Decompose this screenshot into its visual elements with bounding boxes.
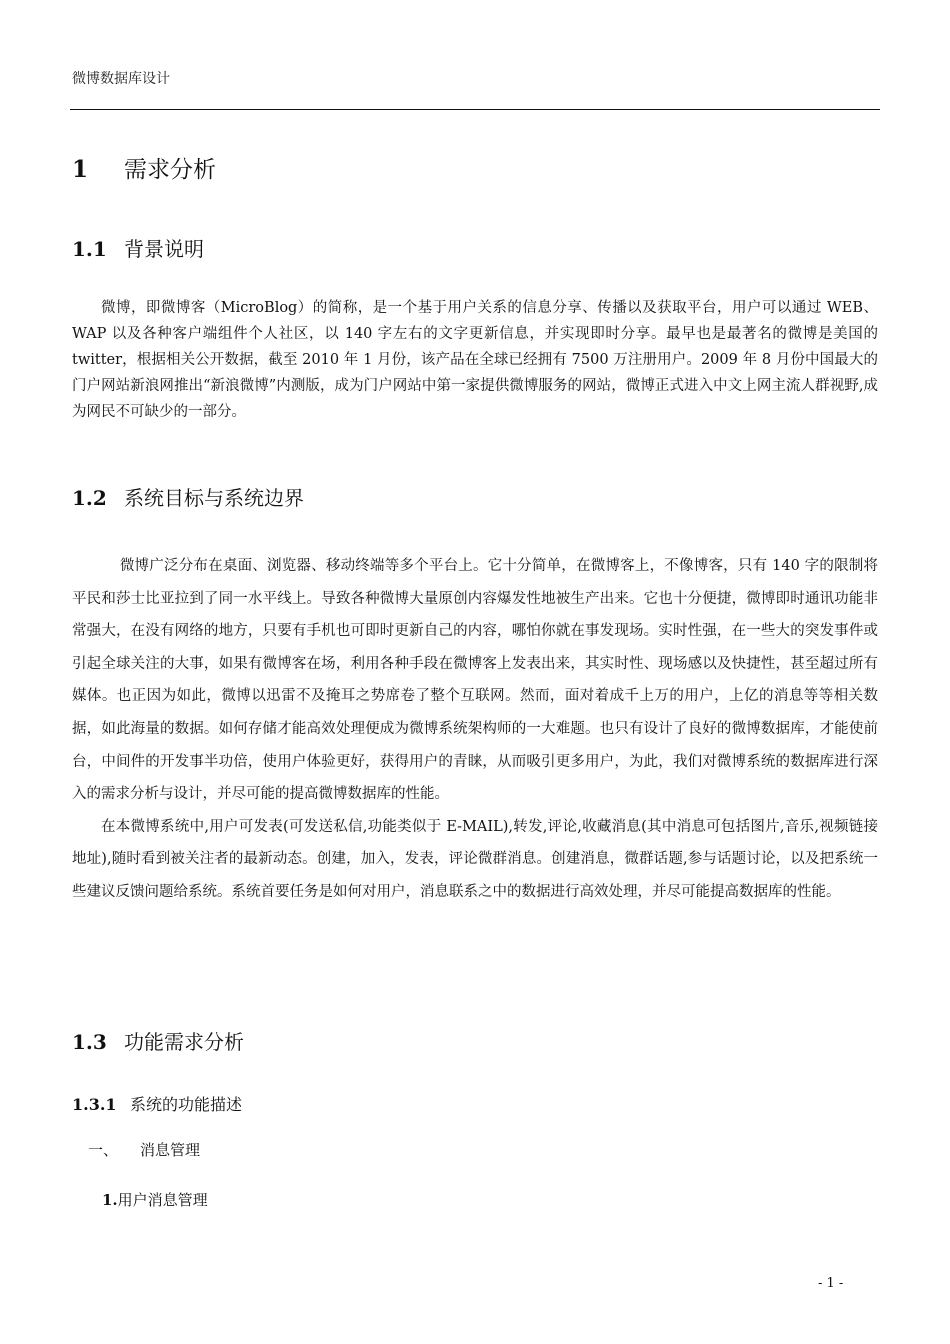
section-1-3-1-heading: [72, 1093, 242, 1117]
paragraph-text: 在本微博系统中,用户可发表(可发送私信,功能类似于 E-MAIL),转发,评论,收藏消息(其中消息可包括图片,音乐,视频链接地址),随时看到被关注者的最新动态。创建，加入，发表，评论微群消息。创建消息，微群话题,参与话题讨论，以及把系统一些建议反馈问题给系统。系统首要任务是如何对用户，消息联系之中的数据进行高效处理，并尽可能提高数据库的性能。: [72, 818, 878, 900]
system-goals-paragraphs: [72, 550, 878, 909]
page-number: - 1 -: [818, 1276, 844, 1291]
section-number: 1.2: [72, 486, 107, 510]
section-1-1-heading: [72, 235, 204, 263]
section-1-2-heading: [72, 484, 304, 512]
section-title: 系统的功能描述: [130, 1095, 243, 1114]
section-1-3-heading: [72, 1028, 244, 1056]
section-title: 需求分析: [124, 157, 216, 183]
list-label: 消息管理: [140, 1141, 201, 1159]
paragraph-text: 微博，即微博客（MicroBlog）的简称，是一个基于用户关系的信息分享、传播以及获取平台，用户可以通过 WEB、WAP 以及各种客户端组件个人社区，以 140 字左右的文字更新信息，并实现即时分享。最早也是最著名的微博是美国的 twitter，根据相关公开数据，截至 2010 年 1 月份，该产品在全球已经拥有 7500 万注册用户。2009 年 8 月份中国最大的门户网站新浪网推出“新浪微博”内测版，成为门户网站中第一家提供微博服务的网站，微博正式进入中文上网主流人群视野,成为网民不可缺少的一部分。: [72, 300, 878, 420]
section-number: 1.1: [72, 237, 107, 261]
sub-list-item: [102, 1189, 208, 1211]
section-title: 功能需求分析: [124, 1030, 244, 1054]
header-divider: [70, 109, 880, 110]
sub-list-number: 1.: [102, 1191, 118, 1209]
sub-list-label: 用户消息管理: [117, 1191, 208, 1209]
running-header: 微博数据库设计: [72, 71, 170, 87]
background-paragraph: [72, 295, 878, 425]
list-item: [88, 1139, 200, 1161]
section-number: 1.3.1: [72, 1095, 117, 1114]
paragraph-text: 微博广泛分布在桌面、浏览器、移动终端等多个平台上。它十分简单，在微博客上，不像博客，只有 140 字的限制将平民和莎士比亚拉到了同一水平线上。导致各种微博大量原创内容爆发性地被生产出来。它也十分便捷，微博即时通讯功能非常强大，在没有网络的地方，只要有手机也可即时更新自己的内容，哪怕你就在事发现场。实时性强，在一些大的突发事件或引起全球关注的大事，如果有微博客在场，利用各种手段在微博客上发表出来，其实时性、现场感以及快捷性，甚至超过所有媒体。也正因为如此，微博以迅雷不及掩耳之势席卷了整个互联网。然而，面对着成千上万的用户，上亿的消息等等相关数据，如此海量的数据。如何存储才能高效处理便成为微博系统架构师的一大难题。也只有设计了良好的微博数据库，才能使前台，中间件的开发事半功倍，使用户体验更好，获得用户的青睐，从而吸引更多用户，为此，我们对微博系统的数据库进行深入的需求分析与设计，并尽可能的提高微博数据库的性能。: [72, 558, 878, 803]
section-title: 背景说明: [124, 237, 204, 261]
section-number: 1: [72, 156, 89, 183]
list-marker: 一、: [88, 1141, 119, 1159]
section-title: 系统目标与系统边界: [124, 486, 304, 510]
section-number: 1.3: [72, 1030, 107, 1054]
section-1-heading: [72, 154, 216, 186]
